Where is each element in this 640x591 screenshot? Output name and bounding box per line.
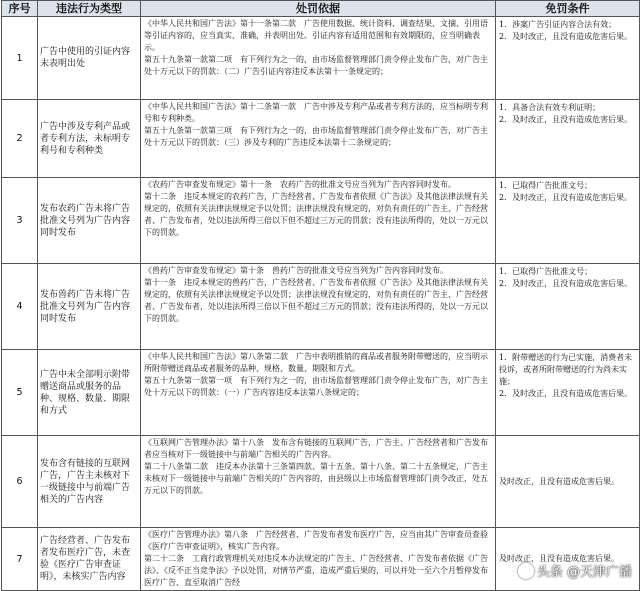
exemption-item: 2．及时改正，且没有造成危害后果。 xyxy=(499,279,633,288)
penalty-exemption-table xyxy=(1,0,640,591)
header-type: 违法行为类型 xyxy=(38,1,141,17)
exemption-item: 及时改正，且没有造成危害后果。 xyxy=(499,476,619,486)
violation-type: 广告中使用的引证内容未表明出处 xyxy=(38,17,141,100)
table-row xyxy=(2,178,640,264)
violation-type: 广告中涉及专利产品或者专利方法，未标明专利号和专利种类 xyxy=(38,100,141,178)
row-number: 1 xyxy=(2,17,38,100)
penalty-basis xyxy=(141,178,496,264)
exemption-item: 2．及时改正，且没有造成危害后果。 xyxy=(499,389,633,398)
table-row xyxy=(2,264,640,350)
header-basis: 处罚依据 xyxy=(141,1,496,17)
exemption-item: 1．已取得广告批准文号； xyxy=(499,181,593,190)
penalty-basis xyxy=(141,264,496,350)
table-row xyxy=(2,17,640,100)
violation-type: 发布含有链接的互联网广告，广告主未核对下一级链接中与前端广告相关的广告内容 xyxy=(38,436,141,528)
exemption-item: 2．及时改正，且没有造成危害后果。 xyxy=(499,193,633,202)
penalty-basis xyxy=(141,528,496,591)
basis-paragraph: 第二十八条第二款 违反本办法第十三条第四款、第十五条、第十八条、第二十五条规定，广告主未核对下一级链接中与前端广告相关的广告内容的，由县级以上市场监督管理部门责令改正，处五万元以下的罚款。 xyxy=(144,462,488,495)
basis-paragraph: 第十二条 违反本规定的农药广告，广告经营者、广告发布者依照《广告法》及其他法律法规有关规定的，依照有关法律法规规定予以处罚；法律法规没有规定的，对负有责任的广告主、广告经营者、广告发布者，处以违法所得三倍以下但不超过三万元的罚款；没有违法所得的，处以一万元以下的罚款。 xyxy=(144,192,488,237)
table-row xyxy=(2,528,640,591)
row-number: 7 xyxy=(2,528,38,591)
exemption-conditions xyxy=(496,264,640,350)
basis-paragraph: 第五十九条第一款第二项 有下列行为之一的，由市场监督管理部门责令停止发布广告，对广告主处十万元以下的罚款：（二）广告引证内容违反本法第十一条规定的； xyxy=(144,55,488,76)
basis-paragraph: 第五十九条第一款第一项 有下列行为之一的，由市场监督管理部门责令停止发布广告，对广告主处十万元以下的罚款：（一）广告内容违反本法第八条规定的； xyxy=(144,376,488,397)
violation-type: 广告中未全部明示附带赠送商品或服务的品种、规格、数量、期限和方式 xyxy=(38,350,141,436)
basis-paragraph: 《中华人民共和国广告法》第十一条第二款 广告使用数据、统计资料、调查结果、文摘、引用语等引证内容的，应当真实、准确，并表明出处。引证内容有适用范围和有效期限的，应当明确表示。 xyxy=(144,19,488,52)
exemption-item: 1．附带赠送的行为已实施，消费者未投诉，或者所附带赠送的行为尚未实施； xyxy=(499,353,633,386)
header-row xyxy=(2,1,640,17)
basis-paragraph: 第五十九条第一款第三项 有下列行为之一的，由市场监督管理部门责令停止发布广告，对广告主处十万元以下的罚款：（三）涉及专利的广告违反本法第十二条规定的； xyxy=(144,126,488,147)
row-number: 6 xyxy=(2,436,38,528)
penalty-basis xyxy=(141,100,496,178)
basis-paragraph: 《互联网广告管理办法》第十八条 发布含有链接的互联网广告，广告主、广告经营者和广告发布者应当核对下一级链接中与前端广告相关的广告内容。 xyxy=(144,438,488,459)
penalty-basis xyxy=(141,436,496,528)
table-row xyxy=(2,350,640,436)
exemption-item: 1．具备合法有效专利证明； xyxy=(499,103,601,112)
exemption-conditions xyxy=(496,528,640,591)
exemption-item: 1．涉案广告引证内容合法有效； xyxy=(499,20,617,29)
exemption-conditions xyxy=(496,350,640,436)
basis-paragraph: 《农药广告审查发布规定》第十一条 农药广告的批准文号应当列为广告内容同时发布。 xyxy=(144,180,456,189)
header-exempt: 免罚条件 xyxy=(496,1,640,17)
exemption-item: 及时改正，且没有造成危害后果。 xyxy=(499,554,619,563)
basis-paragraph: 《中华人民共和国广告法》第八条第二款 广告中表明推销的商品或者服务附带赠送的，应当明示所附带赠送商品或者服务的品种、规格、数量、期限和方式。 xyxy=(144,352,488,373)
basis-paragraph: 《医疗广告管理办法》第八条 广告经营者、广告发布者发布医疗广告，应当由其广告审查员查验《医疗广告审查证明》，核实广告内容。 xyxy=(144,530,488,551)
watermark-logo-icon xyxy=(518,563,534,579)
violation-type: 发布兽药广告未将广告批准文号列为广告内容同时发布 xyxy=(38,264,141,350)
basis-paragraph: 第二十二条 工商行政管理机关对违反本办法规定的广告主、广告经营者、广告发布者依据《广告法》、《反不正当竞争法》予以处罚，对情节严重，造成严重后果的，可以并处一至六个月暂停发布医疗广告、直至取消广告经 xyxy=(144,554,488,587)
row-number: 4 xyxy=(2,264,38,350)
exemption-conditions xyxy=(496,100,640,178)
basis-paragraph: 第十一条 违反本规定的兽药广告，广告经营者、广告发布者依照《广告法》及其他法律法规有关规定的，依照有关法律法规规定予以处罚；法律法规没有规定的，对负有责任的广告主、广告经营者、广告发布者，处以违法所得三倍以下但不超过三万元的罚款；没有违法所得的，处以一万元以下的罚款。 xyxy=(144,278,488,323)
watermark xyxy=(518,561,632,580)
penalty-basis xyxy=(141,17,496,100)
exemption-conditions xyxy=(496,436,640,528)
penalty-basis xyxy=(141,350,496,436)
violation-type: 广告经营者、广告发布者发布医疗广告，未查验《医疗广告审查证明》，未核实广告内容 xyxy=(38,528,141,591)
exemption-conditions xyxy=(496,17,640,100)
exemption-item: 2．及时改正，且没有造成危害后果。 xyxy=(499,115,633,124)
row-number: 5 xyxy=(2,350,38,436)
violation-type: 发布农药广告未将广告批准文号列为广告内容同时发布 xyxy=(38,178,141,264)
row-number: 2 xyxy=(2,100,38,178)
basis-paragraph: 《兽药广告审查发布规定》第十条 兽药广告的批准文号应当列为广告内容同时发布。 xyxy=(144,266,448,275)
row-number: 3 xyxy=(2,178,38,264)
basis-paragraph: 《中华人民共和国广告法》第十二条第一款 广告中涉及专利产品或者专利方法的，应当标明专利号和专利种类。 xyxy=(144,102,488,123)
table-row xyxy=(2,436,640,528)
header-num: 序号 xyxy=(2,1,38,17)
exemption-item: 2．及时改正，且没有造成危害后果。 xyxy=(499,32,633,41)
exemption-conditions xyxy=(496,178,640,264)
table-row xyxy=(2,100,640,178)
exemption-item: 1．已取得广告批准文号； xyxy=(499,267,593,276)
watermark-text: 头条 @天津广播 xyxy=(536,565,632,580)
